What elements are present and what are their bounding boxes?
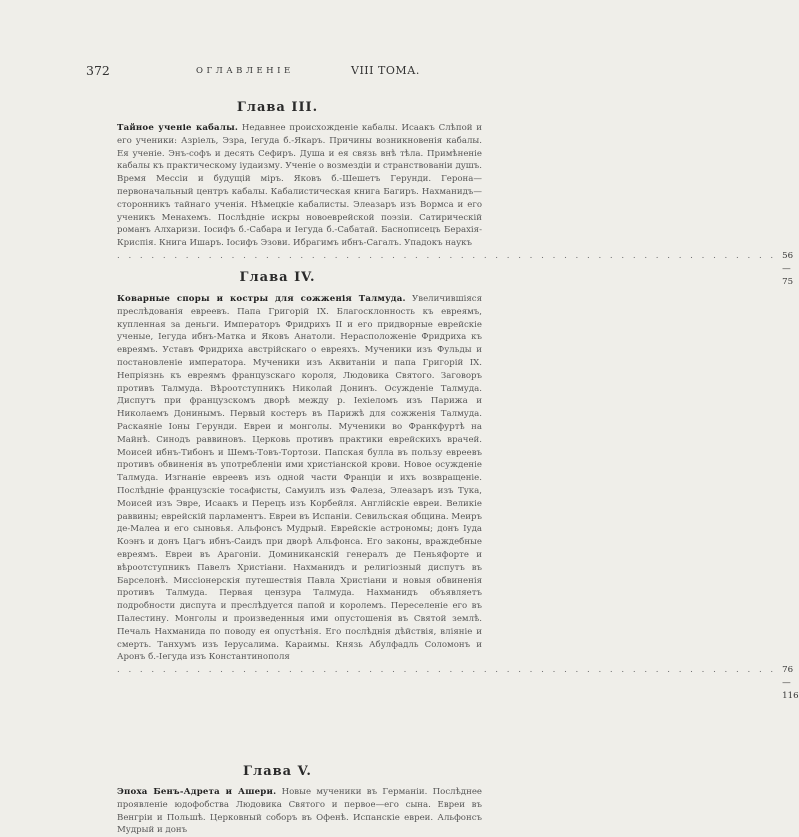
- chapter-body: Увеличившіяся преслѣдованія евреевъ. Папа Григорій IX. Благосклонность къ евреямъ, купленная за деньги. Императоръ Фридрихъ II и его придворные еврейскіе ученые, Іегуда ибнъ-Матка и Яковъ Анатоли. Нерасположеніе Фридриха къ евреямъ. Уставъ Фридриха австрійскаго о евреяхъ. Мученики изъ Фульды и постановленіе императора. Мученики изъ Аквитаніи и папа Григорій IX. Непріязнь къ евреямъ французскаго короля, Людовика Святого. Заговоръ противъ Талмуда. Вѣроотступникъ Николай Донинъ. Осужденіе Талмуда. Диспутъ при французскомъ дворѣ между р. Іехіеломъ изъ Парижа и Николаемъ Донинымъ. Первый костеръ въ Парижѣ для сожженія Талмуда. Раскаяніе Іоны Герунди. Евреи и монголы. Мученики во Франкфуртѣ на Майнѣ. Синодъ раввиновъ. Церковь противъ практики еврейскихъ врачей. Моисей ибнъ-Тибонъ и Шемъ-Товъ-Тортози. Папская булла въ пользу евреевъ противъ обвиненія въ употребленіи ими христіанской крови. Новое осужденіе Талмуда. Изгнаніе евреевъ изъ одной части Франціи и ихъ возвращеніе. Послѣдніе французскіе тосафисты, Самуилъ изъ Фалеза, Элеазаръ изъ Тука, Моисей изъ Эвре, Исаакъ и Перецъ изъ Корбейля. Англійскіе евреи. Великіе раввины; еврейскій парламентъ. Евреи въ Испаніи. Севильская община. Меиръ де-Малеа и его сыновья. Альфонсъ Мудрый. Еврейскіе астрономы; донъ Іуда Коэнъ и донъ Цагъ ибнъ-Саидъ при дворѣ Альфонса. Его законы, враждебные евреямъ. Евреи въ Арагоніи. Доминиканскій генералъ де Пеньяфорте и вѣроотступникъ Павелъ Христіани. Нахманидъ и религіозный диспутъ въ Барселонѣ. Миссіонерскія путешествія Павла Христіани и новыя обвиненія противъ Талмуда. Первая цензура Талмуда. Нахманидъ объявляетъ подробности диспута и преслѣдуется папой и королемъ. Переселеніе его въ Палестину. Монголы и произведенныя ими опустошенія въ Святой землѣ. Печаль Нахманида по поводу ея опустѣнія. Его послѣднія дѣйствія, вліяніе и смерть. Танхумъ изъ Іерусалима. Караимы. Князь Абулфадль Соломонъ и Аронъ б.-Іегуда изъ Константинополя: [117, 294, 482, 663]
- page-range-line: [117, 664, 799, 702]
- chapter-summary: [117, 786, 482, 837]
- chapter-body: Недавнее происхожденіе кабалы. Исаакъ Слѣпой и его ученики: Азріель, Эзра, Іегуда б.-Якаръ. Причины возникновенія кабалы. Ея ученіе. Энъ-софъ и десять Сефиръ. Душа и ея связь внѣ тѣла. Примѣненіе кабалы къ практическому іудаизму. Ученіе о возмездіи и странствованіи душъ. Время Мессіи и будущій міръ. Яковъ б.-Шешетъ Герунди. Герона—первоначальный центръ кабалы. Кабалистическая книга Багиръ. Нахманидъ—сторонникъ тайнаго ученія. Нѣмецкіе кабалисты. Элеазаръ изъ Вормса и его ученикъ Менахемъ. Послѣдніе искры новоеврейской поэзіи. Сатирическій романъ Алхаризи. Іосифъ б.-Сабара и Іегуда б.-Сабатай. Баснописецъ Берахія-Криспія. Книга Ишаръ. Іосифъ Эзови. Ибрагимъ ибнъ-Сагалъ. Упадокъ наукъ: [117, 123, 482, 249]
- chapter-summary: [117, 293, 799, 703]
- volume-label: VIII ТОМА.: [351, 64, 420, 77]
- page-range: 76—116: [782, 665, 799, 701]
- chapter-lead: Коварные споры и костры для сожженія Талмуда.: [117, 294, 406, 304]
- leader-dots: . . . . . . . . . . . . . . . . . . . . . . . . . . . . . . . . . . . . . . . . . . . . . . . . . . . . . . . . . .: [117, 250, 777, 261]
- chapter-heading: Глава III.: [236, 100, 319, 115]
- chapter-summary: [117, 122, 794, 288]
- chapter-body: Новые мученики въ Германіи. Послѣднее проявленіе юдофобства Людовика Святого и первое—его сына. Евреи въ Венгріи и Польшѣ. Церковный соборъ въ Офенѣ. Испанскіе евреи. Альфонсъ Мудрый и донъ: [117, 787, 482, 836]
- chapter-heading: Глава IV.: [239, 270, 316, 285]
- chapter-heading: Глава V.: [243, 764, 312, 779]
- leader-dots: . . . . . . . . . . . . . . . . . . . . . . . . . . . . . . . . . . . . . . . . . . . . . . . . . . . . . . . . . .: [117, 665, 777, 676]
- page-range: 56—75: [782, 250, 794, 287]
- page-number: 372: [86, 63, 110, 78]
- chapter-lead: Эпоха Бенъ-Адрета и Ашери.: [117, 787, 277, 797]
- running-title: ОГЛАВЛЕНІЕ: [196, 66, 294, 76]
- chapter-lead: Тайное ученіе кабалы.: [117, 123, 239, 133]
- running-header: [86, 60, 486, 82]
